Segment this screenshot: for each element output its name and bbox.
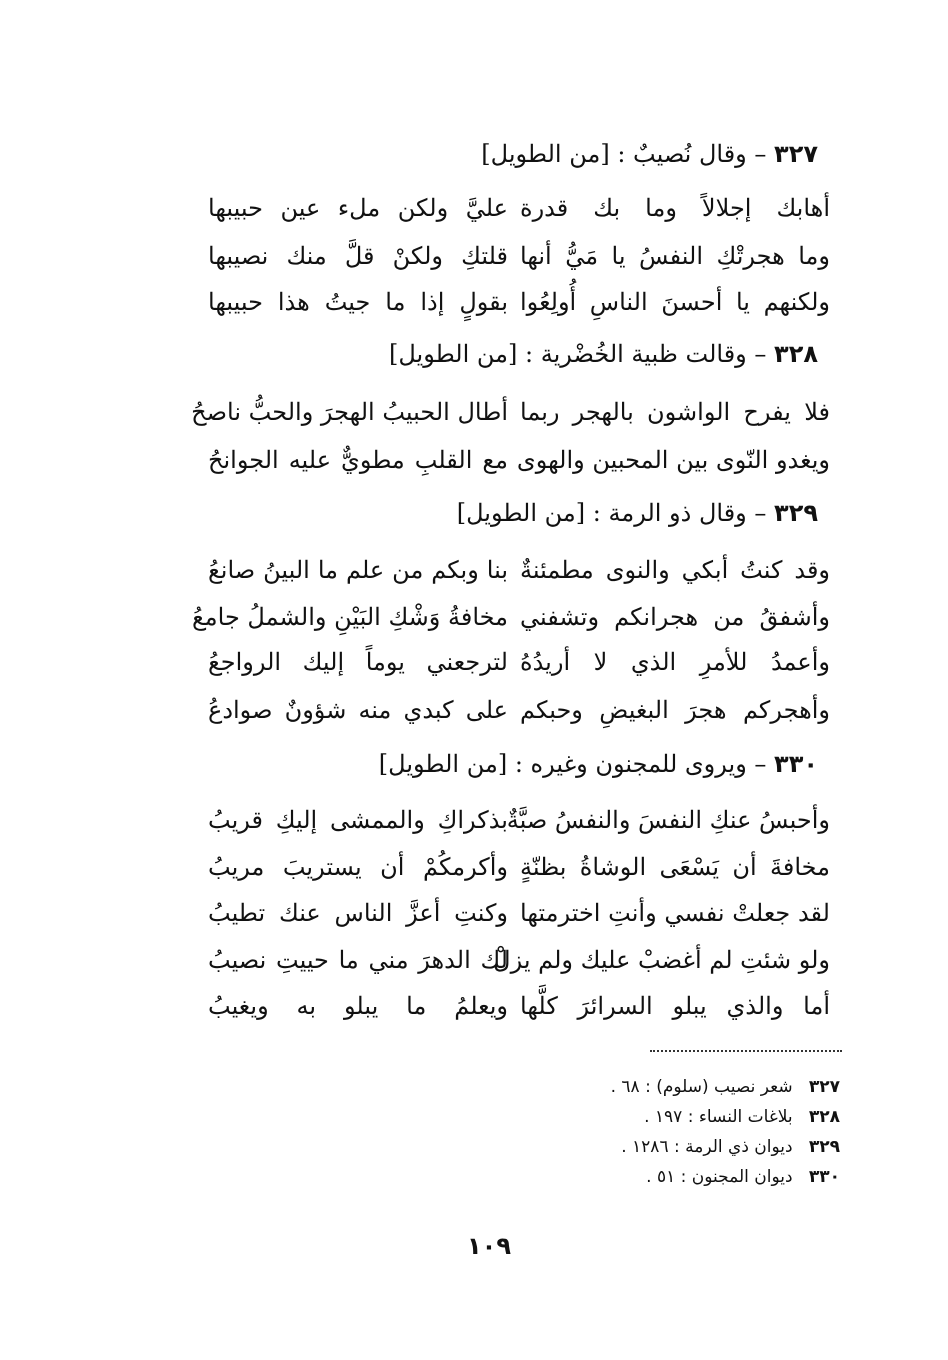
verse-second-hemistich: بذكراكِ والممشى إليكِ قريبُ xyxy=(208,806,508,834)
verse-first-hemistich: فلا يفرح الواشون بالهجر ربما xyxy=(520,398,830,426)
verse-first-hemistich: مخافةَ أن يَسْعَى الوشاةُ بظنّةٍ xyxy=(520,853,830,881)
poem-heading-330 xyxy=(218,748,818,780)
poem-heading-328 xyxy=(218,338,818,370)
verse-first-hemistich: أما والذي يبلو السرائرَ كلَّها xyxy=(520,992,830,1020)
footnote-text: بلاغات النساء : ١٩٧ . xyxy=(644,1107,793,1127)
verse-line xyxy=(190,986,830,1026)
verse-first-hemistich: وقد كنتُ أبكي والنوى مطمئنةٌ xyxy=(520,556,830,584)
verse-first-hemistich: لقد جعلتْ نفسي وأنتِ اخترمتها xyxy=(520,899,830,927)
verse-second-hemistich: وكنتِ أعزَّ الناس عنك تطيبُ xyxy=(208,899,508,927)
footnote-separator xyxy=(650,1050,842,1052)
footnote-text: ديوان ذي الرمة : ١٢٨٦ . xyxy=(621,1137,793,1157)
verse-first-hemistich: ولكنهم يا أحسنَ الناسِ أُولِعُوا xyxy=(520,288,830,316)
verse-second-hemistich: عليَّ ولكن ملء عين حبيبها xyxy=(208,194,508,222)
poem-heading-text: – ويروى للمجنون وغيره : [من الطويل] xyxy=(378,750,767,778)
footnote-number: ٣٢٧ xyxy=(808,1077,840,1097)
verse-second-hemistich: بقولٍ إذا ما جيتُ هذا حبيبها xyxy=(208,288,508,316)
footnote-item xyxy=(440,1102,840,1132)
verse-second-hemistich: وأكرمكُمْ أن يستريبَ مريبُ xyxy=(208,853,508,881)
verse-line xyxy=(190,188,830,228)
footnote-number: ٣٢٨ xyxy=(808,1107,840,1127)
verse-line xyxy=(190,642,830,682)
verse-line xyxy=(190,597,830,637)
verse-line xyxy=(190,800,830,840)
poem-heading-text: – وقال ذو الرمة : [من الطويل] xyxy=(456,499,767,527)
poem-number: ٣٢٨ xyxy=(774,340,818,368)
footnote-item xyxy=(440,1072,840,1102)
poem-number: ٣٢٩ xyxy=(774,499,818,527)
verse-line xyxy=(190,236,830,276)
verse-second-hemistich: لك الدهرَ مني ما حييتِ نصيبُ xyxy=(208,946,508,974)
footnote-text: شعر نصيب (سلوم) : ٦٨ . xyxy=(610,1077,793,1097)
verse-first-hemistich: وأهجركم هجرَ البغيضِ وحبكم xyxy=(520,696,830,724)
verse-first-hemistich: ولو شئتِ لم أغضبْ عليك ولم يزلْ xyxy=(493,946,830,974)
footnotes xyxy=(440,1072,840,1192)
verse-line xyxy=(190,893,830,933)
footnote-item xyxy=(440,1162,840,1192)
poem-heading-text: – وقال نُصيبٌ : [من الطويل] xyxy=(481,140,767,168)
verse-line xyxy=(190,550,830,590)
verse-line xyxy=(190,440,830,480)
poem-number: ٣٣٠ xyxy=(774,750,818,778)
footnote-item xyxy=(440,1132,840,1162)
poem-heading-329 xyxy=(218,497,818,529)
verse-second-hemistich: ويعلمُ ما يبلو به ويغيبُ xyxy=(208,992,508,1020)
verse-first-hemistich: أهابك إجلالاً وما بك قدرة xyxy=(520,194,830,222)
page-number: ١٠٩ xyxy=(467,1232,511,1260)
footnote-text: ديوان المجنون : ٥١ . xyxy=(646,1167,793,1187)
poem-number: ٣٢٧ xyxy=(774,140,818,168)
verse-line xyxy=(190,392,830,432)
poem-heading-327 xyxy=(218,138,818,170)
verse-second-hemistich: بنا وبكم من علم ما البينُ صانعُ xyxy=(208,556,508,584)
footnote-number: ٣٣٠ xyxy=(808,1167,840,1187)
verse-second-hemistich: على كبدي منه شؤونٌ صوادعُ xyxy=(208,696,508,724)
verse-first-hemistich: ويغدو النّوى بين المحبين والهوى xyxy=(516,446,830,474)
verse-first-hemistich: وأحبسُ عنكِ النفسَ والنفسُ صبَّةٌ xyxy=(506,806,830,834)
footnote-number: ٣٢٩ xyxy=(808,1137,840,1157)
poem-heading-text: – وقالت ظبية الخُضْرية : [من الطويل] xyxy=(388,340,767,368)
verse-line xyxy=(190,847,830,887)
verse-line xyxy=(190,690,830,730)
verse-first-hemistich: وأشفقُ من هجرانكم وتشفني xyxy=(520,603,830,631)
verse-second-hemistich: قلتكِ ولكنْ قلَّ منك نصيبها xyxy=(208,242,508,270)
verse-second-hemistich: مخافةُ وَشْكِ البَيْنِ والشملُ جامعُ xyxy=(192,603,508,631)
verse-line xyxy=(190,940,830,980)
verse-second-hemistich: أطال الحبيبُ الهجرَ والحبُّ ناصحُ xyxy=(191,398,508,426)
verse-second-hemistich: مع القلبِ مطويٌّ عليه الجوانحُ xyxy=(208,446,508,474)
verse-first-hemistich: وما هجرتْكِ النفسُ يا مَيُّ أنها xyxy=(520,242,830,270)
verse-line xyxy=(190,282,830,322)
verse-second-hemistich: لترجعني يوماً إليك الرواجعُ xyxy=(208,648,508,676)
verse-first-hemistich: وأعمدُ للأمرِ الذي لا أريدُهُ xyxy=(520,648,830,676)
